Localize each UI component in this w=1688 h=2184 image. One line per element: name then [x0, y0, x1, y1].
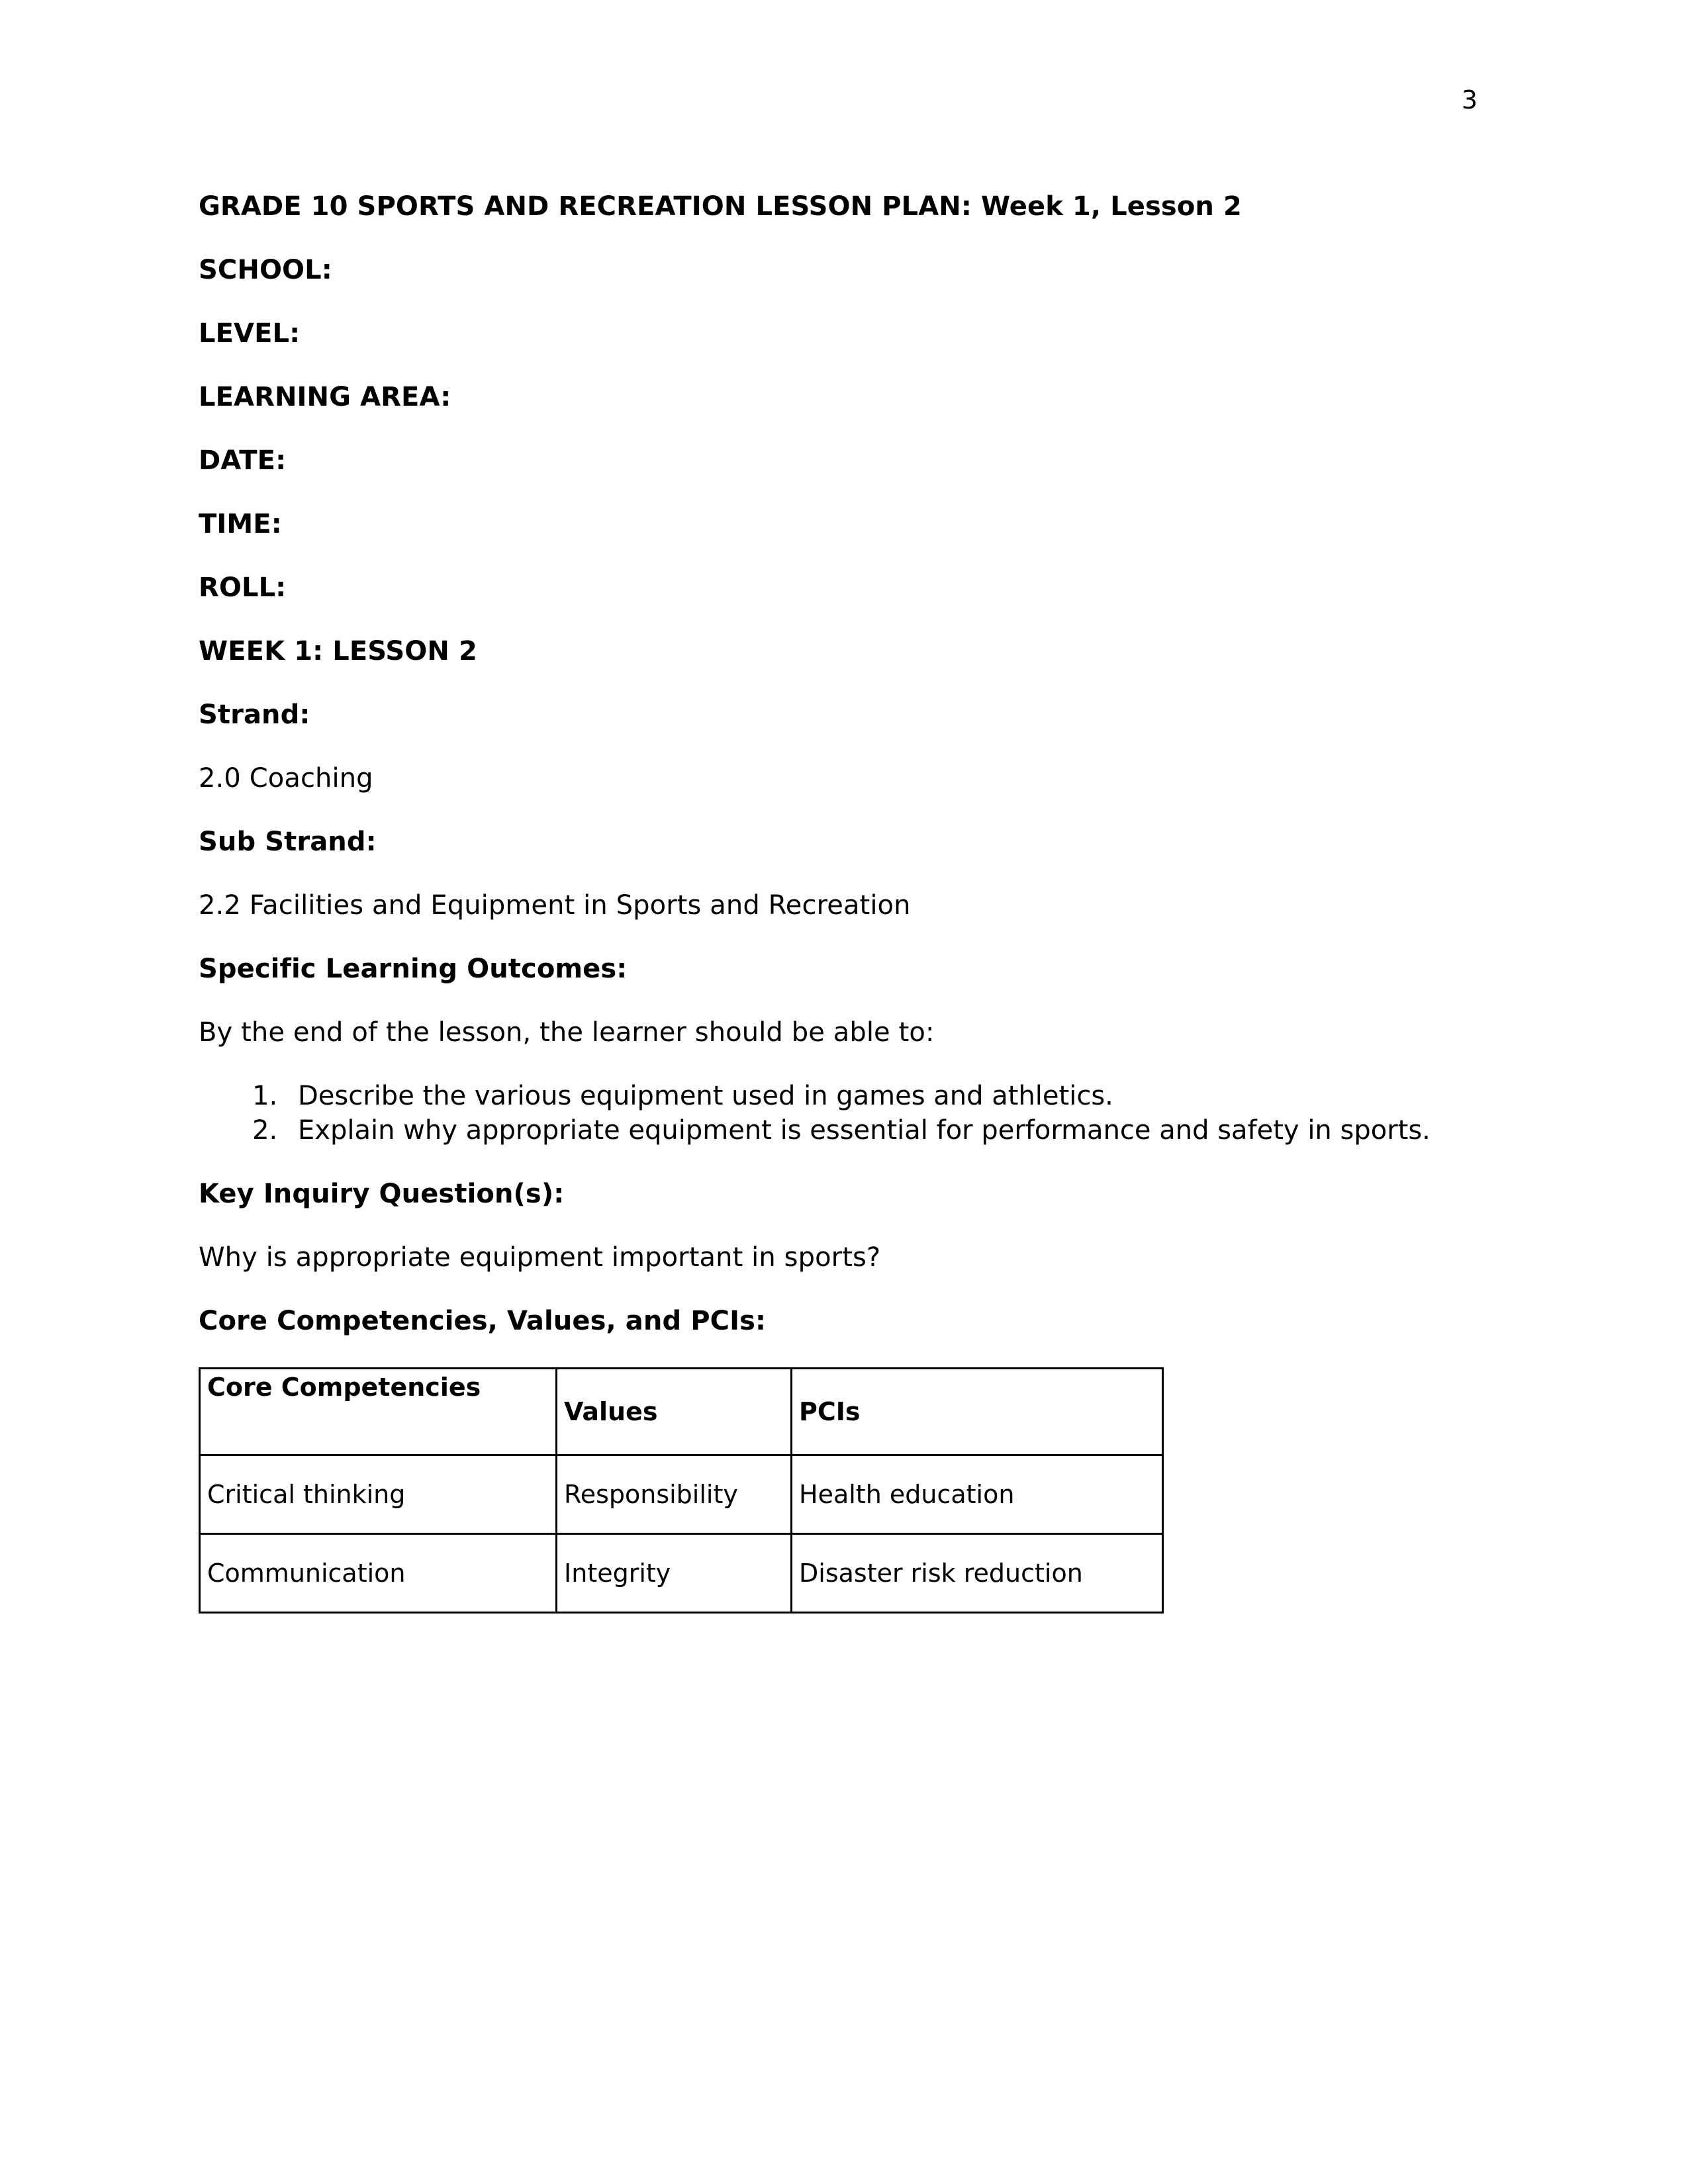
table-row	[200, 1534, 1163, 1613]
page-number: 3	[1461, 85, 1477, 114]
sub-strand-value: 2.2 Facilities and Equipment in Sports and Recreation	[199, 890, 911, 921]
key-inquiry-question-label: Key Inquiry Question(s):	[199, 1179, 565, 1209]
core-competencies-table	[199, 1367, 1164, 1614]
table-cell-pci: Health education	[792, 1455, 1163, 1534]
specific-learning-outcomes-intro: By the end of the lesson, the learner should be able to:	[199, 1017, 935, 1048]
field-label-date: DATE:	[199, 445, 287, 476]
table-header-pcis: PCIs	[792, 1369, 1163, 1455]
field-label-school: SCHOOL:	[199, 255, 332, 285]
specific-learning-outcomes-label: Specific Learning Outcomes:	[199, 954, 628, 984]
week-lesson-heading: WEEK 1: LESSON 2	[199, 636, 477, 666]
core-competencies-section-label: Core Competencies, Values, and PCIs:	[199, 1306, 767, 1336]
field-label-roll: ROLL:	[199, 572, 287, 603]
table-cell-core-competency: Communication	[200, 1534, 557, 1613]
table-cell-value: Responsibility	[557, 1455, 792, 1534]
table-header-row	[200, 1369, 1163, 1455]
table-header-core-competencies: Core Competencies	[200, 1369, 557, 1455]
table-header-values: Values	[557, 1369, 792, 1455]
strand-value: 2.0 Coaching	[199, 763, 373, 794]
field-label-time: TIME:	[199, 509, 282, 539]
page-title: GRADE 10 SPORTS AND RECREATION LESSON PLAN: Week 1, Lesson 2	[199, 191, 1242, 222]
strand-label: Strand:	[199, 700, 310, 730]
learning-outcomes-list	[199, 1079, 1466, 1148]
field-label-learning-area: LEARNING AREA:	[199, 382, 451, 412]
document-body	[199, 189, 1466, 1614]
table-cell-value: Integrity	[557, 1534, 792, 1613]
table-row	[200, 1455, 1163, 1534]
field-label-level: LEVEL:	[199, 318, 301, 349]
key-inquiry-question-value: Why is appropriate equipment important in sports?	[199, 1242, 881, 1273]
list-item: 2. Explain why appropriate equipment is essential for performance and safety in sports.	[286, 1113, 1466, 1148]
table-cell-pci: Disaster risk reduction	[792, 1534, 1163, 1613]
list-item: 1. Describe the various equipment used in games and athletics.	[286, 1079, 1466, 1113]
table-cell-core-competency: Critical thinking	[200, 1455, 557, 1534]
sub-strand-label: Sub Strand:	[199, 827, 377, 857]
